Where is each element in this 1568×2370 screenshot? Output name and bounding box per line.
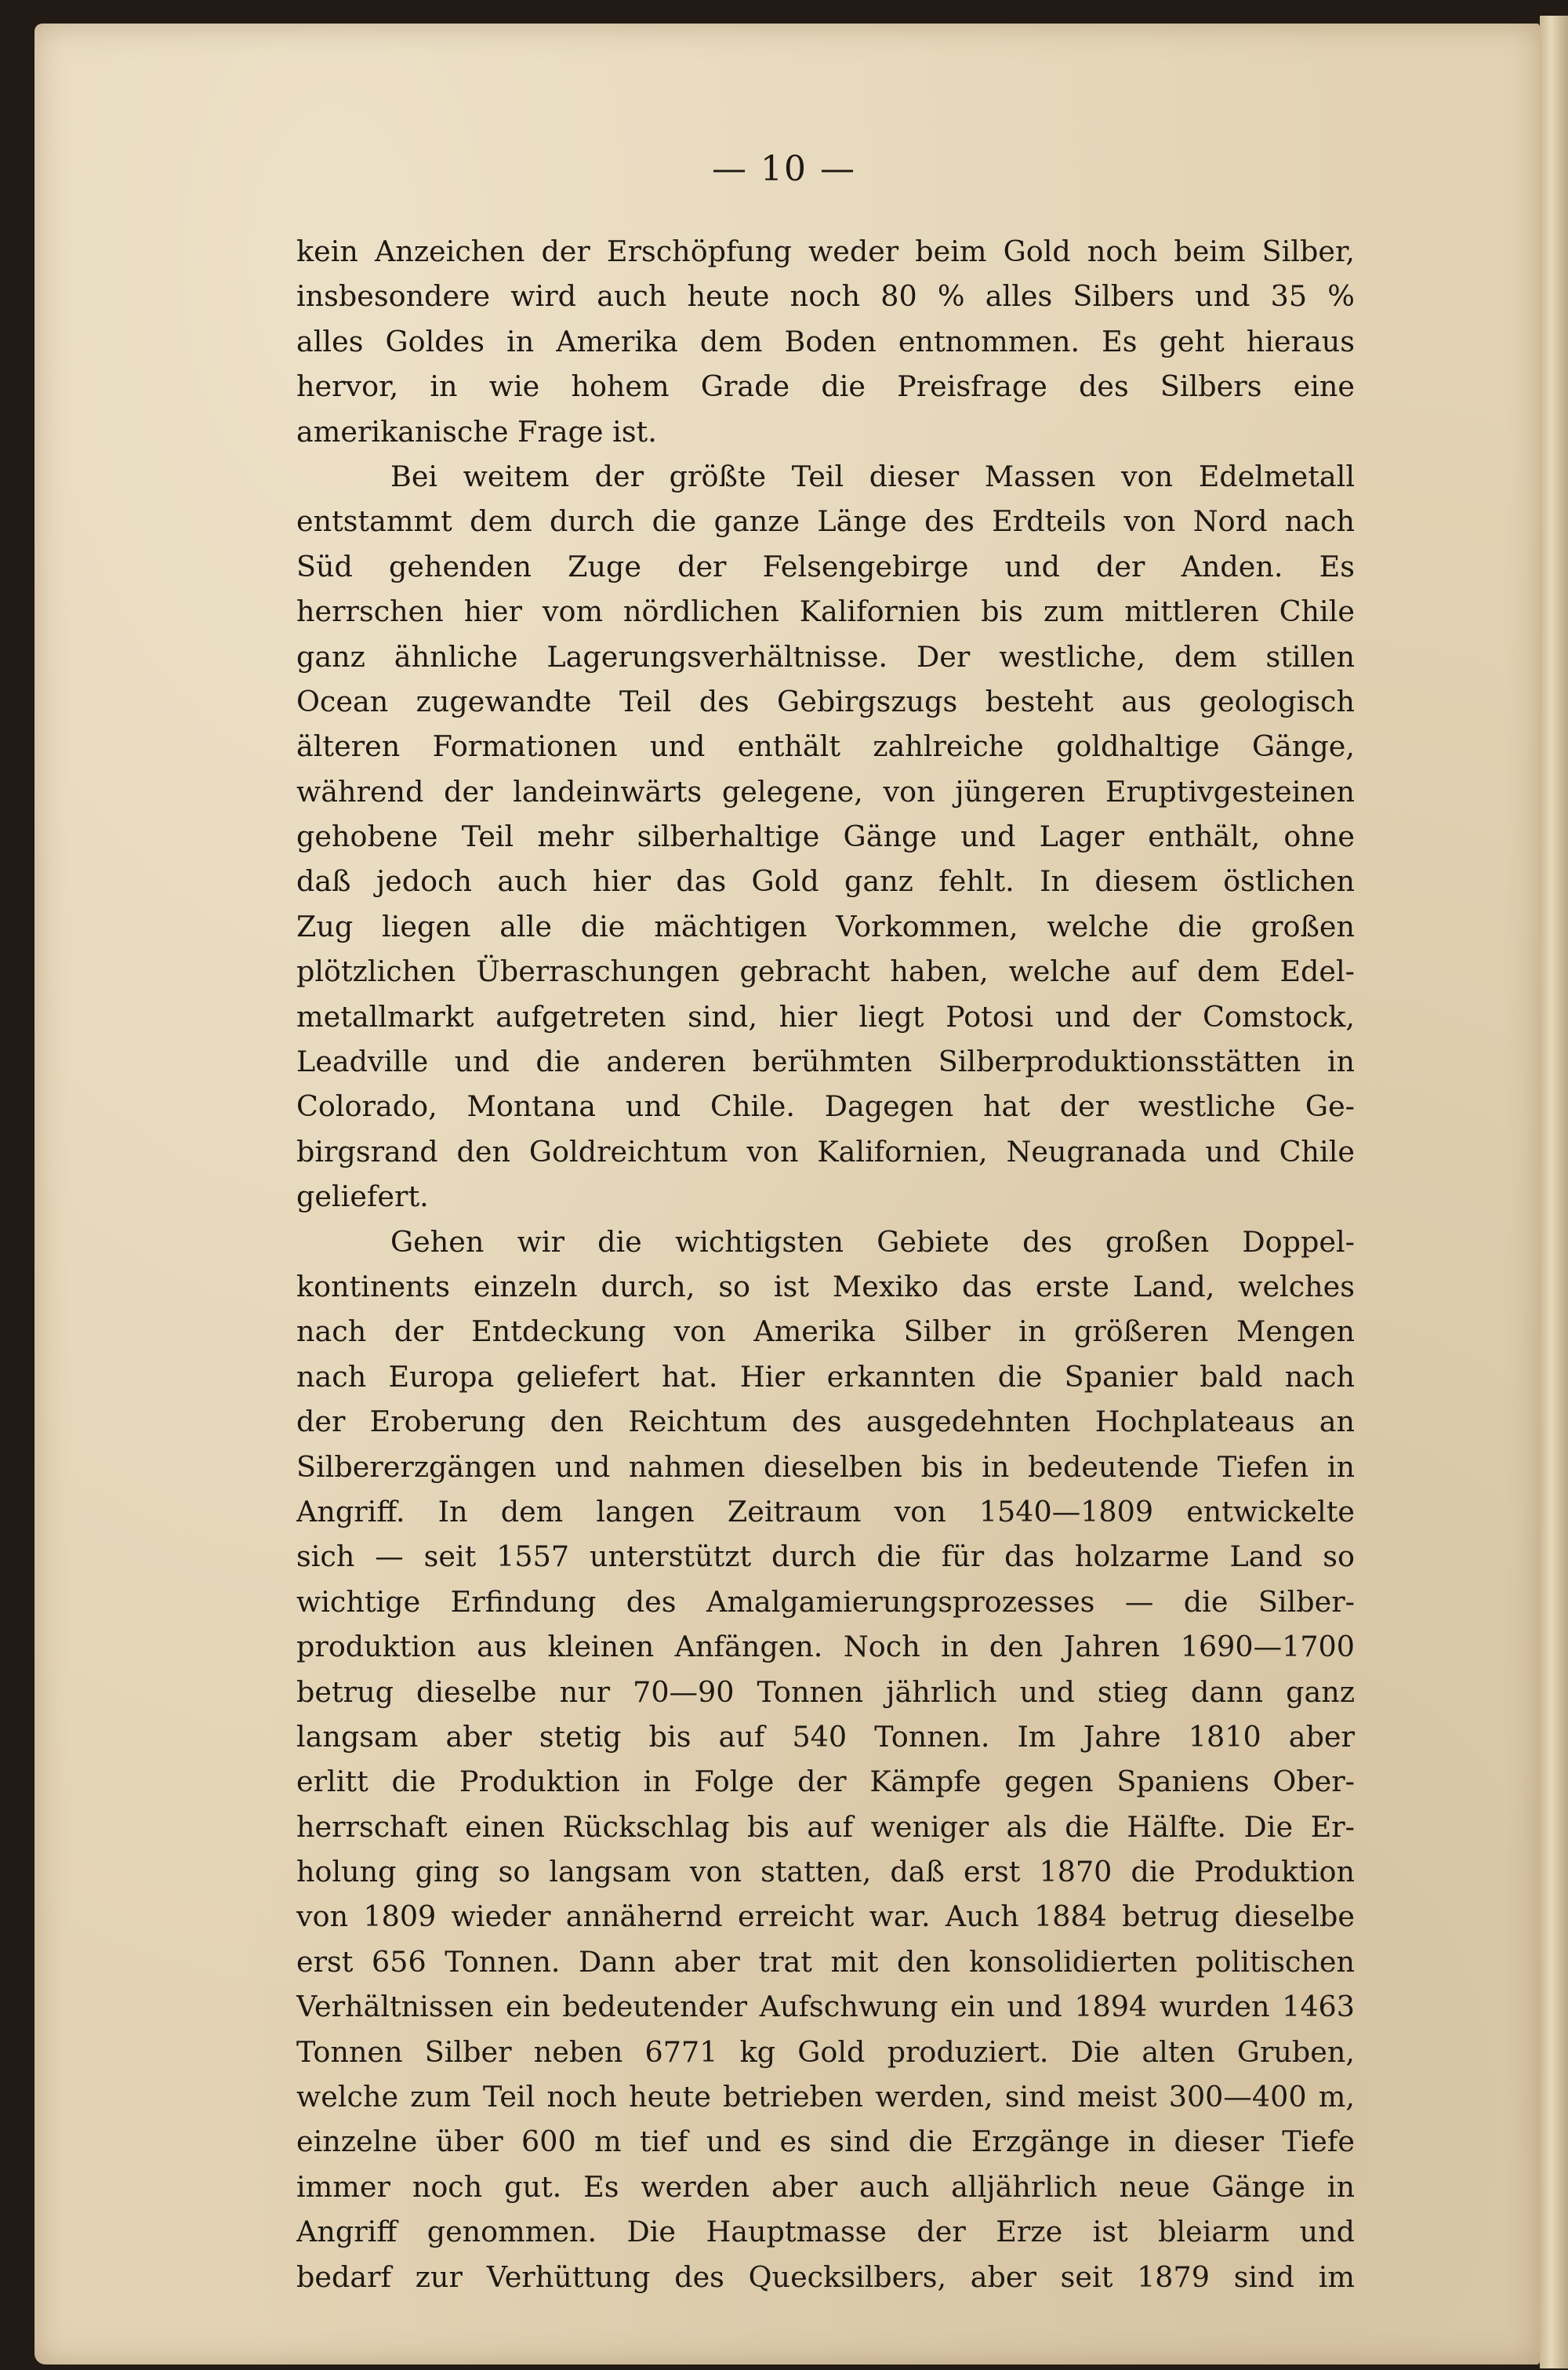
next-page-edge [1540, 16, 1568, 2368]
text-line: sich — seit 1557 unterstützt durch die für das holzarme Land so [296, 1539, 1355, 1574]
text-line: der Eroberung den Reichtum des ausgedehnten Hochplateaus an [296, 1405, 1355, 1439]
text-line: bedarf zur Verhüttung des Quecksilbers, aber seit 1879 sind im [296, 2259, 1355, 2294]
text-line: Bei weitem der größte Teil dieser Massen von Edelmetall [390, 459, 1355, 493]
text-line: Leadville und die anderen berühmten Silberproduktionsstätten in [296, 1045, 1355, 1079]
text-line: nach der Entdeckung von Amerika Silber in größeren Mengen [296, 1314, 1355, 1349]
text-line: einzelne über 600 m tief und es sind die Erzgänge in dieser Tiefe [296, 2125, 1355, 2159]
text-line: Tonnen Silber neben 6771 kg Gold produziert. Die alten Gruben, [296, 2034, 1355, 2069]
text-line: plötzlichen Überraschungen gebracht haben, welche auf dem Edel- [296, 954, 1355, 989]
text-line: wichtige Erfindung des Amalgamierungsprozesses — die Silber- [296, 1584, 1355, 1619]
text-line: Süd gehenden Zuge der Felsengebirge und der Anden. Es [296, 549, 1355, 583]
text-line: hervor, in wie hohem Grade die Preisfrage des Silbers eine [296, 369, 1355, 404]
text-line: kontinents einzeln durch, so ist Mexiko das erste Land, welches [296, 1269, 1355, 1303]
text-line: amerikanische Frage ist. [296, 414, 657, 449]
text-line: Colorado, Montana und Chile. Dagegen hat der westliche Ge- [296, 1089, 1355, 1124]
text-line: herrschaft einen Rückschlag bis auf weniger als die Hälfte. Die Er- [296, 1809, 1355, 1844]
text-line: Angriff. In dem langen Zeitraum von 1540—1809 entwickelte [296, 1494, 1355, 1529]
text-line: langsam aber stetig bis auf 540 Tonnen. Im Jahre 1810 aber [296, 1719, 1355, 1754]
text-line: birgsrand den Goldreichtum von Kalifornien, Neugranada und Chile [296, 1134, 1355, 1169]
text-line: ganz ähnliche Lagerungsverhältnisse. Der westliche, dem stillen [296, 639, 1355, 674]
text-line: Gehen wir die wichtigsten Gebiete des großen Doppel- [390, 1224, 1355, 1259]
text-line: metallmarkt aufgetreten sind, hier liegt Potosi und der Comstock, [296, 999, 1355, 1034]
text-line: alles Goldes in Amerika dem Boden entnommen. Es geht hieraus [296, 324, 1355, 358]
text-line: Zug liegen alle die mächtigen Vorkommen, welche die großen [296, 909, 1355, 943]
text-line: Ocean zugewandte Teil des Gebirgszugs besteht aus geologisch [296, 684, 1355, 718]
text-line: Silbererzgängen und nahmen dieselben bis in bedeutende Tiefen in [296, 1449, 1355, 1484]
text-line: daß jedoch auch hier das Gold ganz fehlt. In diesem östlichen [296, 864, 1355, 899]
text-line: herrschen hier vom nördlichen Kalifornien bis zum mittleren Chile [296, 594, 1355, 629]
text-line: erst 656 Tonnen. Dann aber trat mit den konsolidierten politischen [296, 1944, 1355, 1979]
text-line: älteren Formationen und enthält zahlreiche goldhaltige Gänge, [296, 729, 1355, 764]
text-line: welche zum Teil noch heute betrieben werden, sind meist 300—400 m, [296, 2080, 1355, 2114]
text-line: entstammt dem durch die ganze Länge des Erdteils von Nord nach [296, 504, 1355, 539]
body-text [296, 229, 1355, 2299]
text-line: geliefert. [296, 1180, 429, 1214]
text-line: produktion aus kleinen Anfängen. Noch in den Jahren 1690—1700 [296, 1630, 1355, 1664]
text-line: betrug dieselbe nur 70—90 Tonnen jährlich und stieg dann ganz [296, 1674, 1355, 1709]
text-line: holung ging so langsam von statten, daß erst 1870 die Produktion [296, 1855, 1355, 1889]
text-line: gehobene Teil mehr silberhaltige Gänge und Lager enthält, ohne [296, 820, 1355, 854]
text-line: Angriff genommen. Die Hauptmasse der Erze ist bleiarm und [296, 2215, 1355, 2249]
text-line: immer noch gut. Es werden aber auch alljährlich neue Gänge in [296, 2169, 1355, 2204]
text-line: nach Europa geliefert hat. Hier erkannten die Spanier bald nach [296, 1359, 1355, 1394]
text-line: insbesondere wird auch heute noch 80 % alles Silbers und 35 % [296, 279, 1355, 314]
text-line: erlitt die Produktion in Folge der Kämpfe gegen Spaniens Ober- [296, 1765, 1355, 1799]
text-line: kein Anzeichen der Erschöpfung weder beim Gold noch beim Silber, [296, 234, 1355, 268]
text-line: Verhältnissen ein bedeutender Aufschwung ein und 1894 wurden 1463 [296, 1990, 1355, 2024]
text-line: von 1809 wieder annähernd erreicht war. Auch 1884 betrug dieselbe [296, 1899, 1355, 1934]
page-number: — 10 — [712, 149, 856, 189]
text-line: während der landeinwärts gelegene, von jüngeren Eruptivgesteinen [296, 774, 1355, 809]
